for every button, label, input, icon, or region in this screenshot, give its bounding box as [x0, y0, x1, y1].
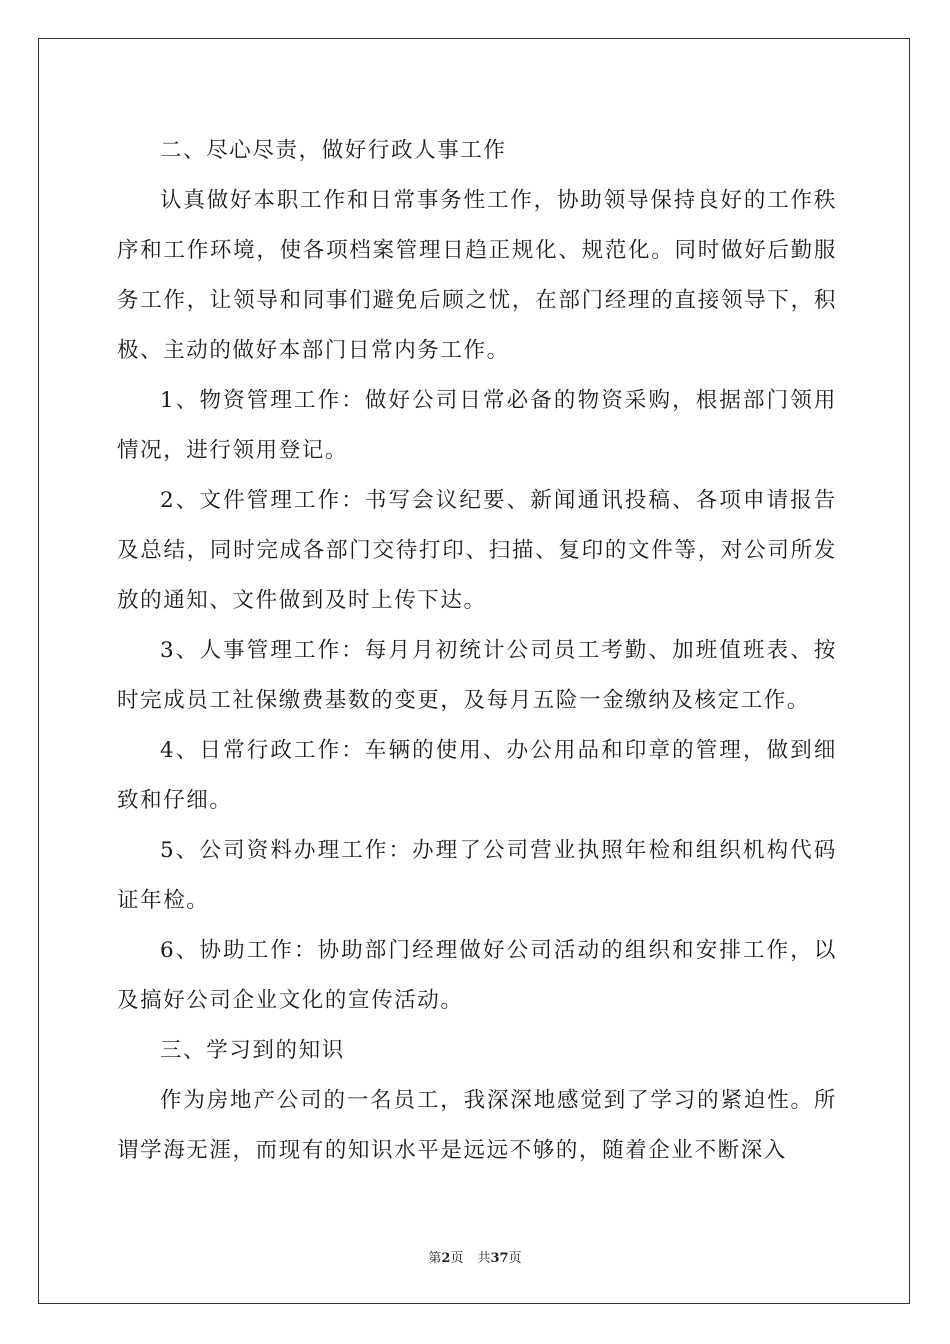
list-item-company-docs: 5、公司资料办理工作：办理了公司营业执照年检和组织机构代码证年检。 — [117, 838, 837, 913]
list-item-assist: 6、协助工作：协助部门经理做好公司活动的组织和安排工作，以及搞好公司企业文化的宣传活动。 — [117, 938, 837, 1013]
total-pages: 37 — [490, 1251, 509, 1266]
section-heading-2: 二、尽心尽责，做好行政人事工作 — [160, 138, 507, 163]
paragraph-learning: 作为房地产公司的一名员工，我深深地感觉到了学习的紧迫性。所谓学海无涯，而现有的知识水平是远远不够的，随着企业不断深入 — [117, 1088, 837, 1163]
paragraph-intro: 认真做好本职工作和日常事务性工作，协助领导保持良好的工作秩序和工作环境，使各项档案管理日趋正规化、规范化。同时做好后勤服务工作，让领导和同事们避免后顾之忧，在部门经理的直接领导下，积极、主动的做好本部门日常内务工作。 — [117, 188, 837, 363]
total-prefix: 共 — [477, 1251, 491, 1266]
list-item-documents: 2、文件管理工作：书写会议纪要、新闻通讯投稿、各项申请报告及总结，同时完成各部门交待打印、扫描、复印的文件等，对公司所发放的通知、文件做到及时上传下达。 — [117, 488, 837, 613]
list-item-personnel: 3、人事管理工作：每月月初统计公司员工考勤、加班值班表、按时完成员工社保缴费基数的变更，及每月五险一金缴纳及核定工作。 — [117, 638, 837, 713]
list-item-materials: 1、物资管理工作：做好公司日常必备的物资采购，根据部门领用情况，进行领用登记。 — [117, 388, 837, 463]
page-prefix: 第 — [428, 1251, 442, 1266]
page-number: 2 — [441, 1251, 451, 1266]
page-suffix: 页 — [450, 1251, 464, 1266]
document-body — [117, 126, 837, 1176]
page-footer — [0, 1247, 950, 1266]
total-suffix: 页 — [508, 1251, 522, 1266]
list-item-admin: 4、日常行政工作：车辆的使用、办公用品和印章的管理，做到细致和仔细。 — [117, 738, 837, 813]
section-heading-3: 三、学习到的知识 — [160, 1038, 345, 1063]
